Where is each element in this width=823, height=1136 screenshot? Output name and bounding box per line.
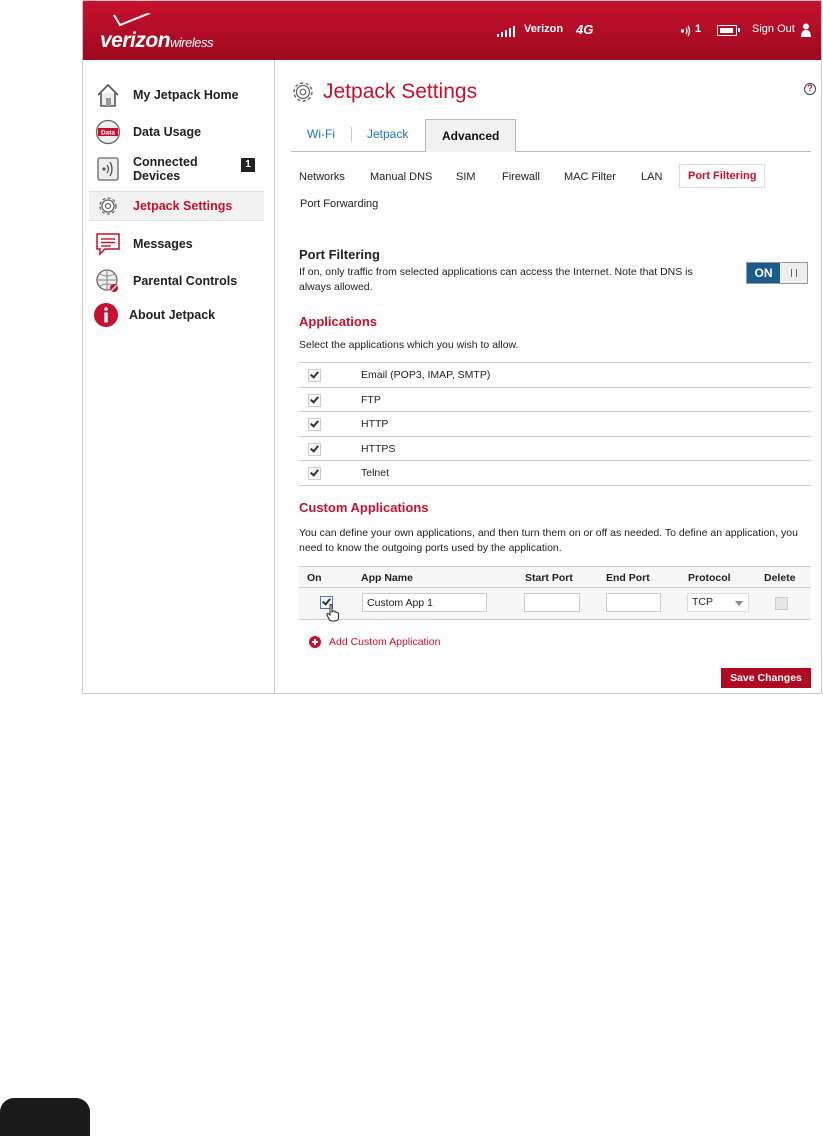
list-item bbox=[299, 461, 811, 486]
settings-panel bbox=[276, 60, 821, 693]
svg-text:Data: Data bbox=[100, 129, 116, 137]
messages-icon bbox=[95, 231, 121, 257]
help-icon[interactable]: ? bbox=[804, 83, 816, 95]
parental-controls-icon bbox=[95, 268, 121, 294]
logo-sub: wireless bbox=[170, 35, 213, 50]
sidebar-item-label: Jetpack Settings bbox=[133, 199, 233, 213]
applications-title: Applications bbox=[299, 314, 378, 329]
port-filtering-title: Port Filtering bbox=[299, 247, 380, 262]
port-filtering-toggle[interactable] bbox=[746, 262, 808, 284]
list-item bbox=[299, 363, 811, 388]
app-checkbox[interactable] bbox=[308, 467, 321, 480]
hand-cursor-icon bbox=[326, 604, 340, 622]
verizon-check-icon bbox=[112, 13, 152, 27]
app-checkbox[interactable] bbox=[308, 443, 321, 456]
column-header: App Name bbox=[361, 572, 413, 584]
column-header: Protocol bbox=[688, 572, 731, 584]
custom-applications-title: Custom Applications bbox=[299, 500, 429, 515]
subtab-lan[interactable]: LAN bbox=[641, 171, 663, 183]
toggle-on-label: ON bbox=[747, 263, 780, 283]
app-name: HTTP bbox=[361, 418, 389, 430]
sidebar-item-label: Data Usage bbox=[133, 125, 202, 139]
connected-count: 1 bbox=[695, 23, 702, 35]
battery-icon bbox=[717, 25, 737, 36]
subtab-mac-filter[interactable]: MAC Filter bbox=[564, 171, 616, 183]
sidebar-item-label: Devices bbox=[133, 169, 181, 183]
custom-applications-description: You can define your own applications, and then turn them on or off as needed. To define an application, you need to know the outgoing ports used by the application. bbox=[299, 527, 798, 554]
list-item bbox=[299, 437, 811, 462]
protocol-select[interactable] bbox=[687, 593, 749, 612]
delete-checkbox[interactable] bbox=[775, 597, 788, 610]
app-name-input[interactable]: Custom App 1 bbox=[362, 593, 487, 612]
start-port-input[interactable] bbox=[524, 593, 580, 612]
sidebar-item-data-usage[interactable] bbox=[89, 117, 264, 147]
save-changes-button[interactable]: Save Changes bbox=[721, 668, 811, 688]
sidebar-item-home[interactable] bbox=[89, 80, 264, 110]
carrier-name: Verizon bbox=[524, 23, 564, 35]
subtab-port-filtering[interactable]: Port Filtering bbox=[679, 164, 765, 188]
connected-devices-icon bbox=[95, 156, 121, 182]
app-name: FTP bbox=[361, 393, 381, 406]
page-title: Jetpack Settings bbox=[323, 80, 478, 103]
end-port-input[interactable] bbox=[606, 593, 661, 612]
wifi-connected-icon bbox=[680, 25, 692, 37]
app-checkbox[interactable] bbox=[308, 418, 321, 431]
app-checkbox[interactable] bbox=[308, 369, 321, 382]
add-custom-application-label: Add Custom Application bbox=[329, 636, 441, 648]
tab-wifi[interactable]: Wi-Fi bbox=[307, 127, 335, 141]
applications-list bbox=[299, 362, 811, 486]
page-number-tab bbox=[0, 1098, 90, 1136]
column-header: End Port bbox=[606, 572, 650, 584]
sidebar-item-parental-controls[interactable] bbox=[89, 266, 264, 296]
tab-jetpack[interactable]: Jetpack bbox=[367, 127, 409, 141]
tab-advanced[interactable]: Advanced bbox=[425, 119, 516, 152]
data-icon bbox=[95, 119, 121, 145]
top-bar bbox=[83, 1, 821, 60]
subtab-sim[interactable]: SIM bbox=[456, 171, 476, 183]
sidebar-item-messages[interactable] bbox=[89, 229, 264, 259]
column-header: On bbox=[307, 572, 322, 584]
sidebar-nav bbox=[83, 60, 275, 693]
applications-description: Select the applications which you wish to allow. bbox=[299, 339, 519, 351]
sidebar-item-connected-devices[interactable] bbox=[89, 152, 264, 186]
sidebar-item-jetpack-settings[interactable] bbox=[89, 191, 264, 221]
app-window bbox=[82, 0, 822, 694]
sidebar-item-about-jetpack[interactable] bbox=[89, 300, 264, 330]
protocol-value: TCP bbox=[692, 596, 713, 608]
network-type: 4G bbox=[576, 22, 594, 37]
subtab-port-forwarding[interactable]: Port Forwarding bbox=[300, 198, 379, 210]
settings-tabs bbox=[291, 119, 811, 152]
home-icon bbox=[95, 82, 121, 108]
sidebar-item-label: My Jetpack Home bbox=[133, 88, 239, 102]
sidebar-item-label: About Jetpack bbox=[129, 308, 216, 322]
app-checkbox[interactable] bbox=[308, 394, 321, 407]
tab-divider bbox=[351, 127, 352, 142]
table-row bbox=[299, 588, 811, 620]
logo-main: verizon bbox=[100, 29, 171, 52]
add-circle-icon bbox=[309, 636, 321, 648]
column-header: Start Port bbox=[525, 572, 573, 584]
sidebar-item-label: Messages bbox=[133, 237, 193, 251]
sidebar-item-label: Parental Controls bbox=[133, 274, 238, 288]
info-icon bbox=[93, 302, 119, 328]
app-name: HTTPS bbox=[361, 442, 396, 455]
subtab-firewall[interactable]: Firewall bbox=[502, 171, 540, 183]
app-name: Email (POP3, IMAP, SMTP) bbox=[361, 369, 491, 381]
add-custom-application-button[interactable] bbox=[309, 636, 440, 648]
gear-icon bbox=[290, 79, 316, 105]
custom-table-header bbox=[299, 566, 811, 588]
connected-count-badge: 1 bbox=[241, 158, 255, 172]
subtab-networks[interactable]: Networks bbox=[299, 171, 345, 183]
signal-bars-icon bbox=[497, 25, 515, 37]
gear-icon bbox=[95, 193, 121, 219]
user-icon[interactable] bbox=[801, 23, 811, 37]
list-item bbox=[299, 388, 811, 413]
subtab-manual-dns[interactable]: Manual DNS bbox=[370, 171, 433, 183]
list-item bbox=[299, 412, 811, 437]
column-header: Delete bbox=[764, 572, 796, 584]
toggle-grip bbox=[791, 269, 797, 277]
port-filtering-description: If on, only traffic from selected applications can access the Internet. Note that DNS is always allowed. bbox=[299, 266, 693, 293]
sign-out-link[interactable]: Sign Out bbox=[752, 23, 795, 35]
app-name: Telnet bbox=[361, 467, 390, 479]
verizon-logo[interactable] bbox=[100, 13, 220, 52]
sidebar-item-label: Connected bbox=[133, 155, 198, 169]
chevron-down-icon bbox=[735, 601, 743, 606]
